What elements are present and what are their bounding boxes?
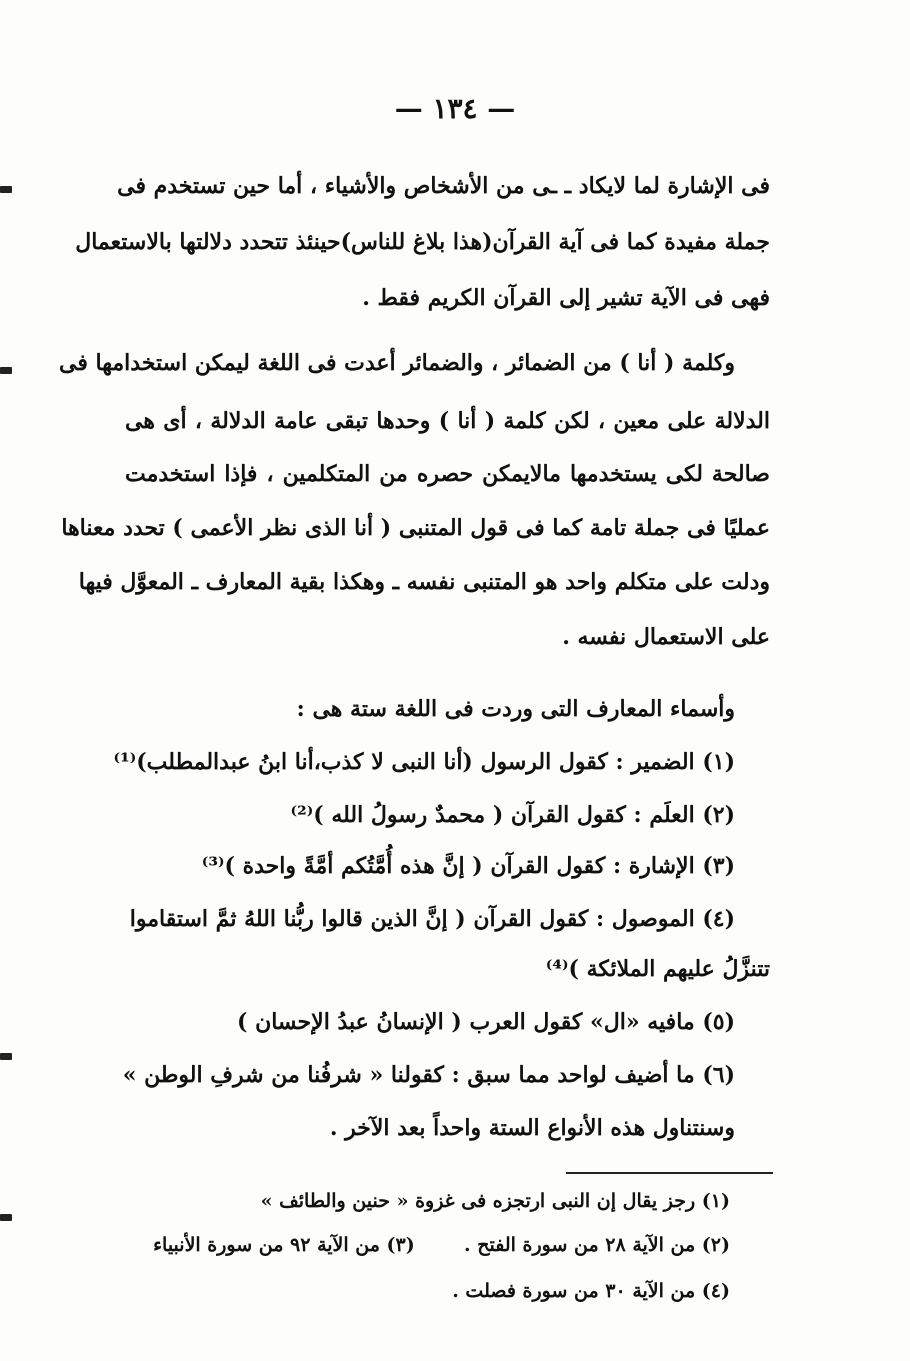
- paragraph-2-line-3: صالحة لكى يستخدمها مالايمكن حصره من المتكلمين ، فإذا استخدمت: [125, 461, 770, 487]
- scan-edge-mark: [0, 1053, 12, 1060]
- paragraph-2-line-6: على الاستعمال نفسه .: [562, 624, 770, 650]
- list-item-demonstrative: (٣) الإشارة : كقول القرآن ( إنَّ هذه أُمَّتُكم أمَّةً واحدة )⁽³⁾: [201, 853, 735, 879]
- scan-edge-mark: [0, 1214, 12, 1221]
- footnote-row-2: [153, 1236, 730, 1255]
- list-item-relative: (٤) الموصول : كقول القرآن ( إنَّ الذين قالوا ربُّنا اللهُ ثمَّ استقاموا: [129, 906, 735, 932]
- paragraph-2-line-5: ودلت على متكلم واحد هو المتنبى نفسه ـ وهكذا بقية المعارف ـ المعوَّل فيها: [78, 569, 770, 595]
- scan-edge-mark: [0, 186, 12, 193]
- paragraph-1-line-1: فى الإشارة لما لايكاد ـ ـى من الأشخاص والأشياء ، أما حين تستخدم فى: [117, 173, 770, 199]
- closing-sentence: وسنتناول هذه الأنواع الستة واحداً بعد الآخر .: [329, 1115, 735, 1141]
- list-item-relative-continued: تتنزَّلُ عليهم الملائكة )⁽⁴⁾: [545, 956, 770, 982]
- footnote-2: (٢) من الآية ٢٨ من سورة الفتح .: [464, 1234, 730, 1256]
- page-number: — ١٣٤ —: [394, 92, 516, 125]
- footnote-3: (٣) من الآية ٩٢ من سورة الأنبياء: [153, 1234, 415, 1256]
- list-item-annexed: (٦) ما أضيف لواحد مما سبق : كقولنا « شرفُنا من شرفِ الوطن »: [122, 1062, 735, 1088]
- footnote-4: (٤) من الآية ٣٠ من سورة فصلت .: [452, 1280, 730, 1302]
- list-item-pronoun: (١) الضمير : كقول الرسول (أنا النبى لا كذب،أنا ابنُ عبدالمطلب)⁽¹⁾: [113, 749, 735, 775]
- paragraph-2-line-4: عمليًا فى جملة تامة كما فى قول المتنبى ( أنا الذى نظر الأعمى ) تحدد معناها: [61, 515, 770, 541]
- list-item-al-prefix: (٥) مافيه «ال» كقول العرب ( الإنسانُ عبدُ الإحسان ): [237, 1009, 735, 1035]
- paragraph-1-line-2: جملة مفيدة كما فى آية القرآن(هذا بلاغ للناس)حينئذ تتحدد دلالتها بالاستعمال: [75, 229, 770, 255]
- paragraph-2-line-2: الدلالة على معين ، لكن كلمة ( أنا ) وحدها تبقى عامة الدلالة ، أى هى: [125, 408, 770, 434]
- paragraph-1-line-3: فهى فى الآية تشير إلى القرآن الكريم فقط .: [362, 285, 770, 311]
- footnote-1: (١) رجز يقال إن النبى ارتجزه فى غزوة « حنين والطائف »: [260, 1190, 730, 1212]
- list-item-proper-noun: (٢) العلَم : كقول القرآن ( محمدٌ رسولُ الله )⁽²⁾: [290, 802, 735, 828]
- paragraph-2-line-1: وكلمة ( أنا ) من الضمائر ، والضمائر أعدت فى اللغة ليمكن استخدامها فى: [59, 350, 735, 376]
- list-intro: وأسماء المعارف التى وردت فى اللغة ستة هى :: [296, 696, 735, 722]
- scan-edge-mark: [0, 367, 12, 374]
- footnote-divider: [566, 1172, 773, 1174]
